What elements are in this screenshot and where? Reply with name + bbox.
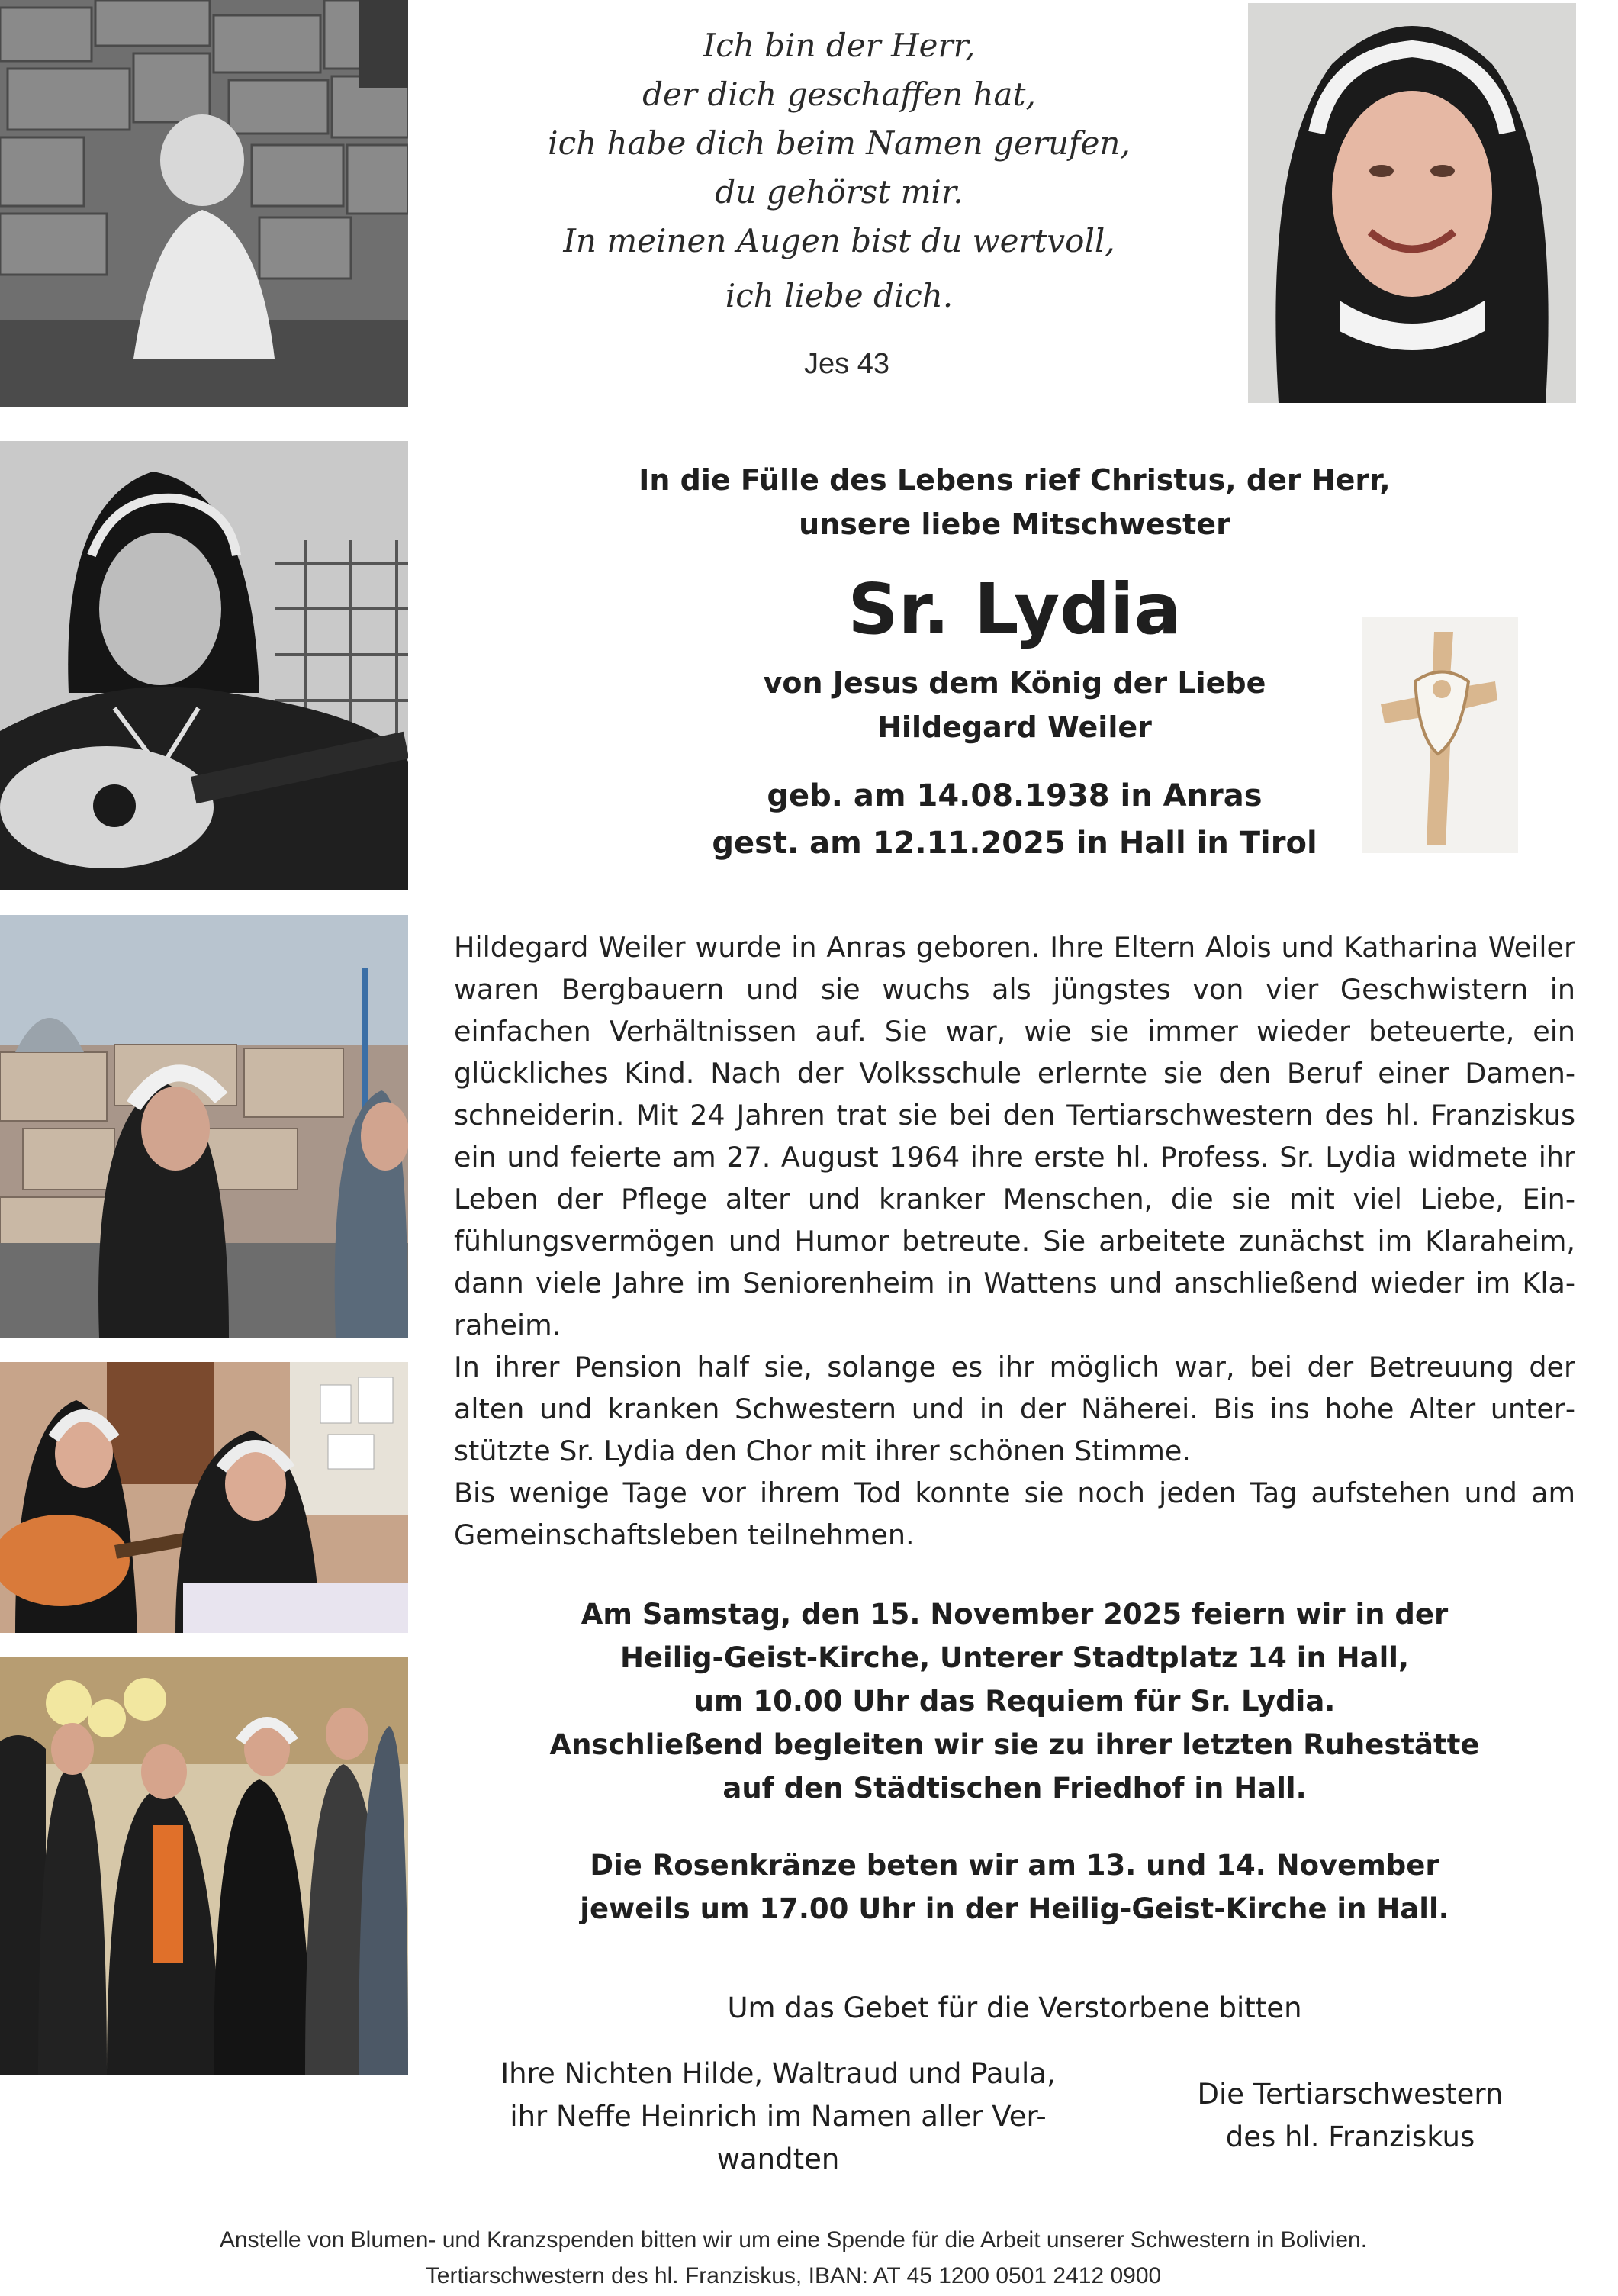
donation-footer [76,2222,1510,2294]
verse-line: ich liebe dich. [725,277,954,314]
life-dates [610,772,1419,867]
photo-portrait-sister [1248,3,1576,403]
family-line: Ihre Nichten Hilde, Waltraud und Paula, [500,2057,1056,2090]
prayer-request: Um das Gebet für die Verstorbene bitten [727,1992,1302,2024]
funeral-line: auf den Städtischen Friedhof in Hall. [722,1772,1307,1805]
intro-line: In die Fülle des Lebens rief Christus, der Herr, [639,463,1391,497]
funeral-details [534,1592,1495,1810]
rosary-line: jeweils um 17.00 Uhr in der Heilig-Geist-Kirche in Hall. [580,1892,1449,1925]
intro-line: unsere liebe Mitschwester [799,507,1230,541]
bible-verse [450,21,1228,320]
deceased-name: Sr. Lydia [848,568,1182,650]
family-signatories [465,2053,1091,2181]
biography-paragraph: Bis wenige Tage vor ihrem Tod konnte sie noch jeden Tag aufstehen und am Gemeinschaftsleben teilnehmen. [454,1476,1575,1551]
rosary-details [534,1844,1495,1931]
photo-child-by-stone-wall [0,0,408,407]
community-line: Die Tertiarschwestern [1197,2078,1504,2111]
biography-paragraph: Hildegard Weiler wurde in Anras geboren. Ihre Eltern Alois und Katharina Weiler waren Bergbauern und sie wuchs als jüngstes von vier Geschwistern in einfachen Verhältnissen auf. Sie war, wie sie immer wieder beteuerte, ein glückliches Kind. Nach der Volksschule erlernte sie den Beruf einer Damenschneiderin. Mit 24 Jahren trat sie bei den Tertiarschwestern des hl. Franziskus ein und feierte am 27. August 1964 ihre erste hl. Profess. Sr. Lydia widmete ihr Leben der Pflege alter und kranker Menschen, die sie mit viel Liebe, Einfühlungsvermögen und Humor betreute. Sie arbeitete zunächst im Klaraheim, dann viele Jahre im Seniorenheim in Wattens und anschließend wieder im Klaraheim. [454,931,1575,1341]
family-line: wandten [716,2143,840,2175]
verse-line: Ich bin der Herr, [703,27,976,64]
bank-details: Tertiarschwestern des hl. Franziskus, IBAN: AT 45 1200 0501 2412 0900 [425,2263,1162,2288]
photo-sister-with-guitar [0,441,408,890]
family-line: ihr Neffe Heinrich im Namen aller Ver- [510,2100,1047,2133]
intro-text [458,458,1571,546]
death-date: gest. am 12.11.2025 in Hall in Tirol [712,826,1317,861]
religious-and-civil-name [610,661,1419,749]
civil-name: Hildegard Weiler [877,710,1152,744]
funeral-line: Am Samstag, den 15. November 2025 feiern wir in der [581,1598,1449,1631]
verse-line: In meinen Augen bist du wertvoll, [563,222,1115,259]
verse-line: der dich geschaffen hat, [642,76,1036,113]
donation-note: Anstelle von Blumen- und Kranzspenden bitten wir um eine Spende für die Arbeit unserer Schwestern in Bolivien. [219,2227,1368,2253]
funeral-line: um 10.00 Uhr das Requiem für Sr. Lydia. [693,1685,1336,1718]
rosary-line: Die Rosenkränze beten wir am 13. und 14. November [590,1849,1439,1882]
biography [454,926,1575,1556]
religious-name: von Jesus dem König der Liebe [763,666,1266,700]
photo-sisters-in-rome [0,915,408,1338]
verse-line: du gehörst mir. [715,173,963,211]
birth-date: geb. am 14.08.1938 in Anras [767,778,1263,813]
funeral-line: Heilig-Geist-Kirche, Unterer Stadtplatz 14 in Hall, [619,1641,1410,1674]
biography-paragraph: In ihrer Pension half sie, solange es ihr möglich war, bei der Betreuung der alten und kranken Schwestern und in der Näherei. Bis ins hohe Alter unterstützte Sr. Lydia den Chor mit ihrer schönen Stimme. [454,1351,1575,1467]
photo-sisters-singing-at-bedside [0,1362,408,1633]
verse-reference: Jes 43 [804,348,889,380]
funeral-line: Anschließend begleiten wir sie zu ihrer letzten Ruhestätte [549,1728,1480,1761]
photo-group-in-church [0,1657,408,2075]
verse-line: ich habe dich beim Namen gerufen, [548,124,1131,162]
community-line: des hl. Franziskus [1225,2120,1475,2153]
community-signatories [1160,2073,1541,2159]
